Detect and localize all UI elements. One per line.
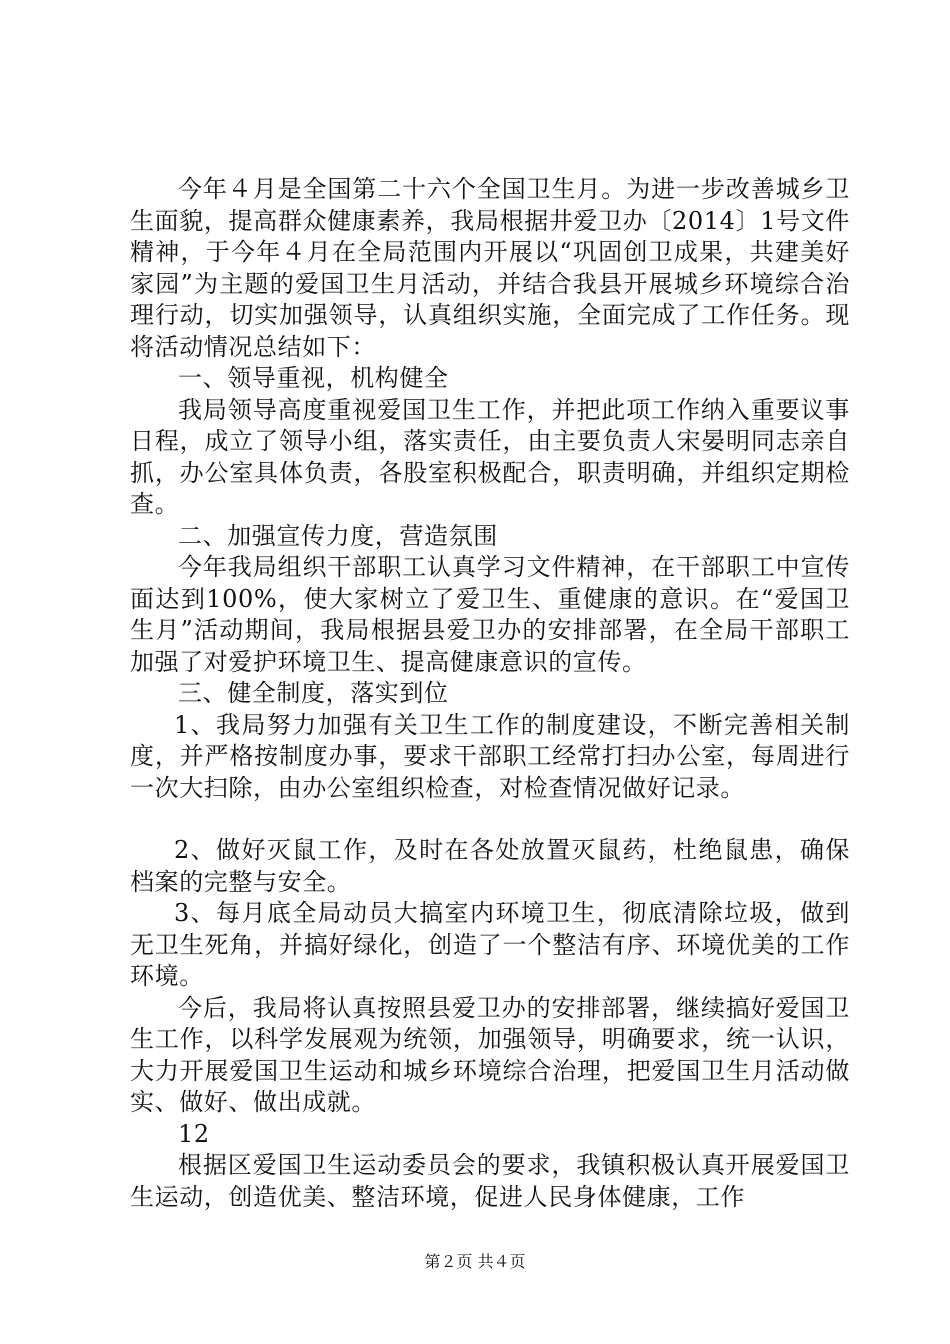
paragraph-future: 今后，我局将认真按照县爱卫办的安排部署，继续搞好爱国卫生工作，以科学发展观为统领，加强领导，明确要求，统一认识，大力开展爱国卫生运动和城乡环境综合治理，把爱国卫生月活动做实、做好、做出成就。 xyxy=(130,993,850,1116)
page-footer: 第２页 共４页 xyxy=(424,1252,526,1271)
section-heading-3: 三、健全制度，落实到位 xyxy=(178,679,449,707)
paragraph-item-3: 3、每月底全局动员大搞室内环境卫生，彻底清除垃圾，做到无卫生死角，并搞好绿化，创造了一个整洁有序、环境优美的工作环境。 xyxy=(130,899,850,990)
paragraph-publicity: 今年我局组织干部职工认真学习文件精神，在干部职工中宣传面达到100%，使大家树立了爱卫生、重健康的意识。在“爱国卫生月”活动期间，我局根据县爱卫办的安排部署，在全局干部职工加强了对爱护环境卫生、提高健康意识的宣传。 xyxy=(130,553,850,676)
paragraph-leadership: 我局领导高度重视爱国卫生工作，并把此项工作纳入重要议事日程，成立了领导小组，落实责任，由主要负责人宋晏明同志亲自抓，办公室具体负责，各股室积极配合，职责明确，并组织定期检查。 xyxy=(130,395,850,518)
paragraph-district: 根据区爱国卫生运动委员会的要求，我镇积极认真开展爱国卫生运动，创造优美、整洁环境，促进人民身体健康，工作 xyxy=(130,1151,850,1211)
paragraph-intro: 今年４月是全国第二十六个全国卫生月。为进一步改善城乡卫生面貌，提高群众健康素养，我局根据井爱卫办〔2014〕1号文件精神，于今年４月在全局范围内开展以“巩固创卫成果，共建美好家园”为主题的爱国卫生月活动，并结合我县开展城乡环境综合治理行动，切实加强领导，认真组织实施，全面完成了工作任务。现将活动情况总结如下： xyxy=(130,175,850,361)
paragraph-item-1: 1、我局努力加强有关卫生工作的制度建设，不断完善相关制度，并严格按制度办事，要求干部职工经常打扫办公室，每周进行一次大扫除，由办公室组织检查，对检查情况做好记录。 xyxy=(130,710,850,802)
paragraph-item-2: 2、做好灭鼠工作，及时在各处放置灭鼠药，杜绝鼠患，确保档案的完整与安全。 xyxy=(130,836,850,896)
paragraph-number: 12 xyxy=(178,1119,210,1148)
section-heading-2: 二、加强宣传力度，营造氛围 xyxy=(178,521,498,550)
document-body xyxy=(130,174,850,1213)
section-heading-1: 一、领导重视，机构健全 xyxy=(178,364,449,392)
